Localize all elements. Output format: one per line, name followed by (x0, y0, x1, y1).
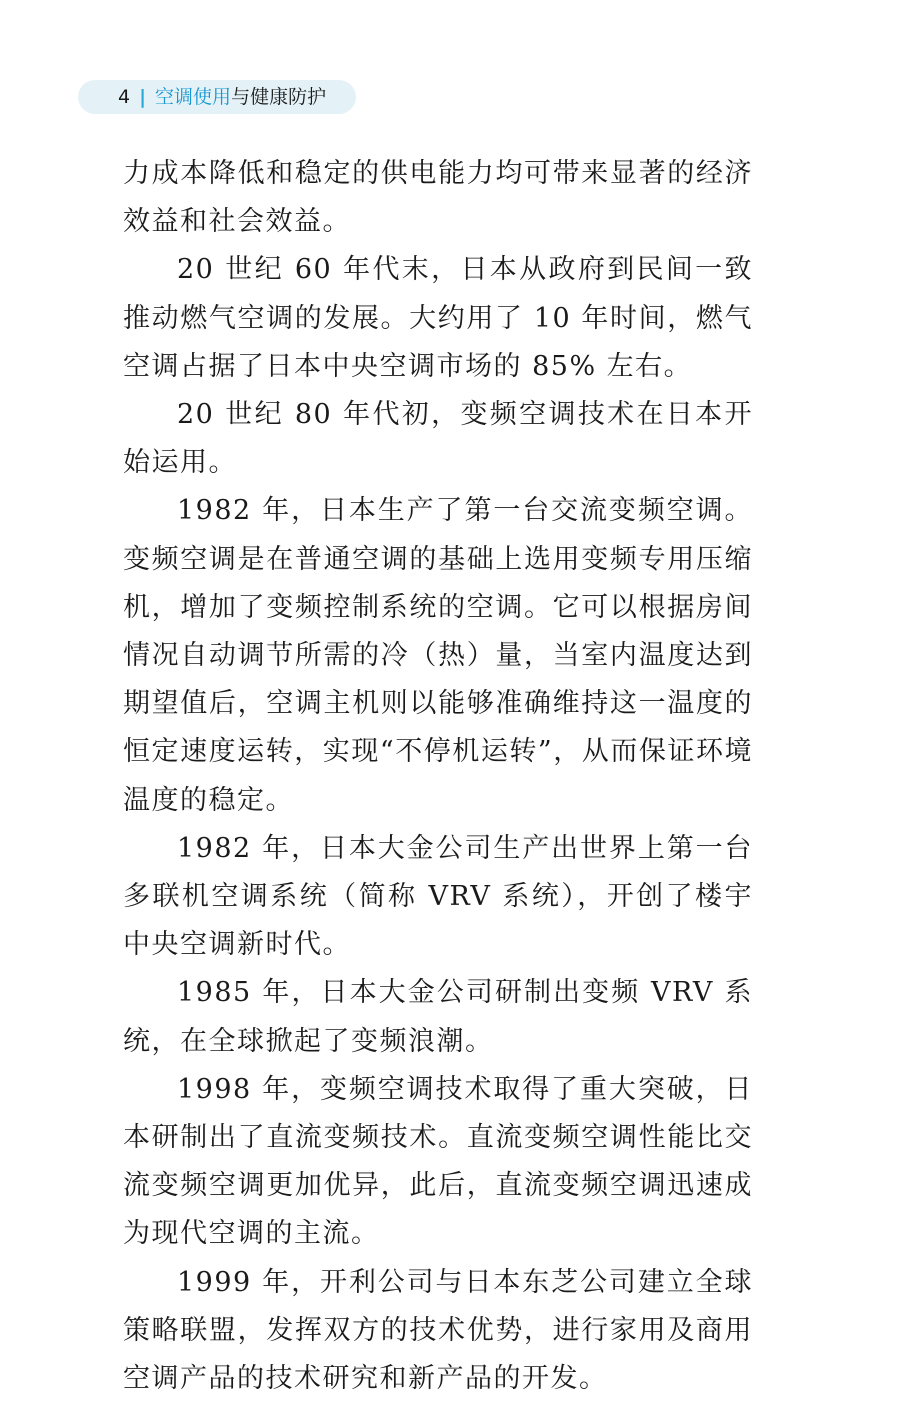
paragraph: 20 世纪 60 年代末，日本从政府到民间一致推动燃气空调的发展。大约用了 10 年时间，燃气空调占据了日本中央空调市场的 85% 左右。 (123, 254, 753, 382)
page-number: 4 (118, 86, 131, 108)
page-body (123, 150, 753, 1403)
header-divider: | (139, 86, 147, 108)
paragraph: 20 世纪 80 年代初，变频空调技术在日本开始运用。 (123, 399, 753, 479)
paragraph: 1985 年，日本大金公司研制出变频 VRV 系统，在全球掀起了变频浪潮。 (123, 977, 753, 1057)
paragraph-continued: 力成本降低和稳定的供电能力均可带来显著的经济效益和社会效益。 (123, 158, 753, 238)
running-header (78, 80, 356, 114)
book-title-rest: 与健康防护 (231, 86, 327, 108)
paragraph: 1998 年，变频空调技术取得了重大突破，日本研制出了直流变频技术。直流变频空调性能比交流变频空调更加优异，此后，直流变频空调迅速成为现代空调的主流。 (123, 1073, 753, 1250)
book-title-highlight: 空调使用 (155, 86, 232, 108)
paragraph: 1982 年，日本生产了第一台交流变频空调。变频空调是在普通空调的基础上选用变频专用压缩机，增加了变频控制系统的空调。它可以根据房间情况自动调节所需的冷（热）量，当室内温度达到期望值后，空调主机则以能够准确维持这一温度的恒定速度运转，实现“不停机运转”，从而保证环境温度的稳定。 (123, 495, 753, 816)
paragraph: 1982 年，日本大金公司生产出世界上第一台多联机空调系统（简称 VRV 系统），开创了楼宇中央空调新时代。 (123, 832, 753, 961)
paragraph: 1999 年，开利公司与日本东芝公司建立全球策略联盟，发挥双方的技术优势，进行家用及商用空调产品的技术研究和新产品的开发。 (123, 1266, 753, 1395)
